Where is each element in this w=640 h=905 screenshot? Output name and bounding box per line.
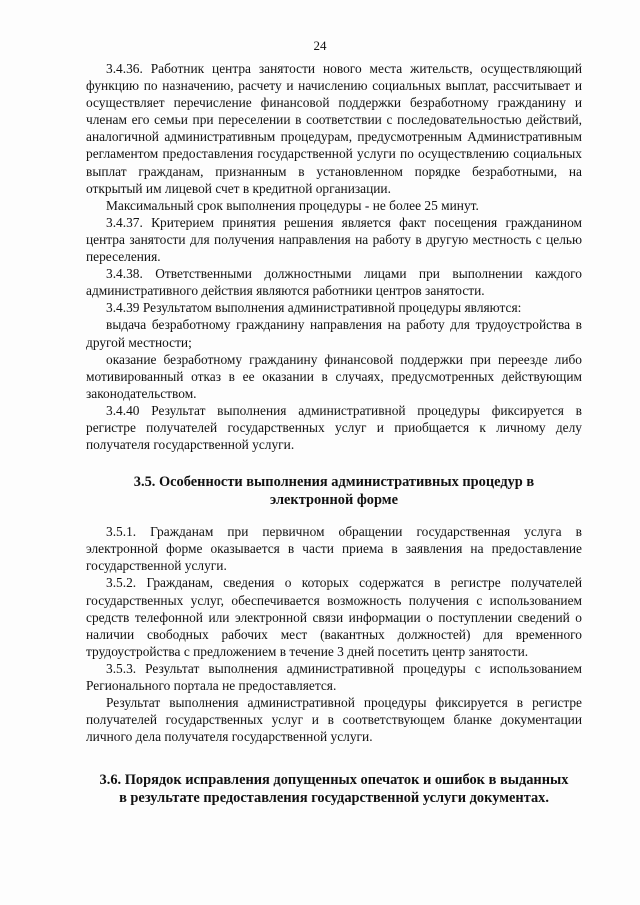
paragraph-result-item-2: оказание безработному гражданину финансовой поддержки при переезде либо мотивированный отказ в ее оказании в случаях, предусмотренных действующим законодательством. — [86, 351, 582, 401]
page-number: 24 — [313, 38, 327, 53]
paragraph-max-time: Максимальный срок выполнения процедуры - не более 25 минут. — [106, 197, 479, 213]
section-3-5-heading — [86, 473, 582, 509]
section-3-6-heading-line1: 3.6. Порядок исправления допущенных опечаток и ошибок в выданных — [99, 772, 569, 789]
paragraph-3-4-36: 3.4.36. Работник центра занятости нового места жительств, осуществляющий функцию по назначению, расчету и начислению социальных выплат, рассчитывает и осуществляет перечисление финансовой поддержки безработному гражданину и членам его семьи при переселении в соответствии с последовательностью действий, аналогичной административным процедурам, предусмотренным Административным регламентом предоставления государственной услуги по осуществлению социальных выплат гражданам, признанным в установленном порядке безработными, на открытый им лицевой счет в кредитной организации. — [86, 61, 582, 196]
paragraph-3-5-result: Результат выполнения административной процедуры фиксируется в регистре получателей государственных услуг и в соответствующем бланке документации личного дела получателя государственной услуги. — [86, 695, 582, 745]
paragraph-result-item-1: выдача безработному гражданину направления на работу для трудоустройства в другой местности; — [86, 317, 582, 350]
paragraph-3-4-39: 3.4.39 Результатом выполнения административной процедуры являются: — [106, 300, 522, 316]
section-3-5-heading-line2: электронной форме — [270, 492, 398, 509]
paragraph-3-5-2: 3.5.2. Гражданам, сведения о которых содержатся в регистре получателей государственных услуг, обеспечивается возможность получения с использованием средств телефонной или электронной связи информации о поступлении сведений о наличии свободных рабочих мест (вакантных должностей) для временного трудоустройства с предложением в течение 3 дней посетить центр занятости. — [86, 575, 582, 659]
paragraph-3-4-40: 3.4.40 Результат выполнения административной процедуры фиксируется в регистре получателей государственных услуг и приобщается к личному делу получателя государственной услуги. — [86, 402, 582, 453]
document-body — [86, 60, 582, 807]
paragraph-3-5-1: 3.5.1. Гражданам при первичном обращении государственная услуга в электронной форме оказывается в части приема в заявления на предоставление государственной услуги. — [86, 524, 582, 574]
paragraph-3-4-37: 3.4.37. Критерием принятия решения является факт посещения гражданином центра занятости для получения направления на работу в другую местность с целью переселения. — [86, 214, 582, 265]
paragraph-3-5-3: 3.5.3. Результат выполнения административной процедуры с использованием Регионального портала не предоставляется. — [86, 660, 582, 693]
section-3-6-heading-line2: в результате предоставления государственной услуги документах. — [119, 790, 549, 807]
paragraph-3-4-38: 3.4.38. Ответственными должностными лицами при выполнении каждого административного действия являются работники центров занятости. — [86, 266, 582, 299]
section-3-6-heading — [86, 771, 582, 807]
section-3-5-heading-line1: 3.5. Особенности выполнения административных процедур в — [133, 474, 535, 491]
